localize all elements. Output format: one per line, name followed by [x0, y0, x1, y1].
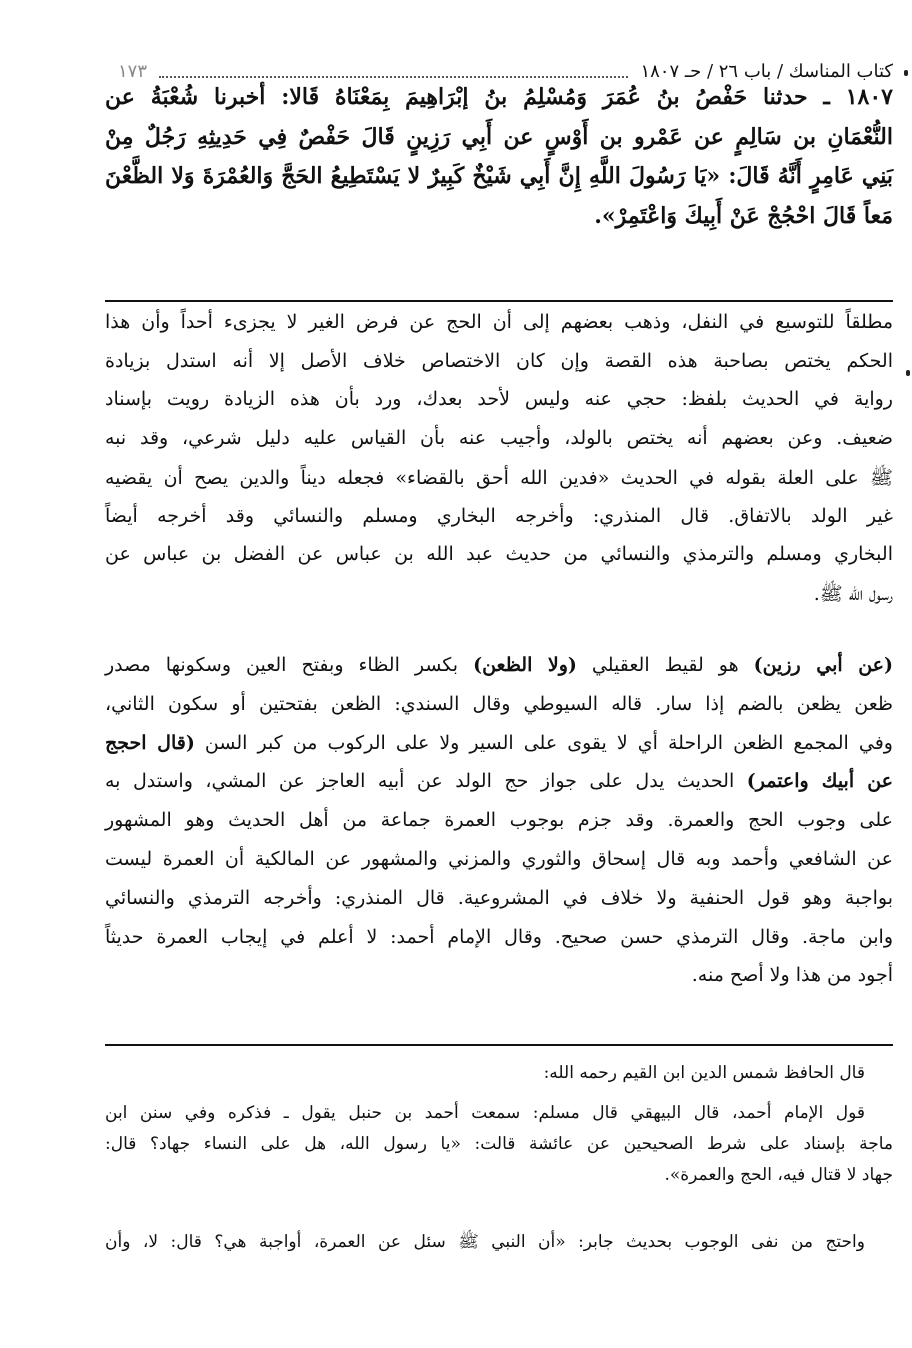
- bold-phrase: (ولا الظعن): [473, 654, 577, 676]
- commentary-line: [105, 427, 893, 449]
- text-run: وابن ماجة. وقال الترمذي حسن صحيح. وقال الإمام أحمد: لا أعلم في إيجاب العمرة حديثاً: [105, 925, 893, 948]
- bold-phrase: عن أبيك واعتمر): [746, 770, 893, 793]
- hadith-line: النُّعْمَانِ بن سَالِمٍ عن عَمْرو بن أَوْسٍ عن أَبِي رَزِينٍ قَالَ حَفْصٌ فِي حَدِيثِهِ رَجُلٌ مِنْ: [105, 123, 893, 150]
- text-run: الحكم يختص بصاحبة هذه القصة وإن كان الاختصاص خلاف الأصل إلا أنه استدل بزيادة: [105, 349, 893, 372]
- text-run: بواجبة وهو قول الحنفية ولا خلاف في المشروعية. قال المنذري: وأخرجه الترمذي والنسائي: [105, 886, 893, 909]
- hadith-line: ١٨٠٧ ـ حدثنا حَفْصُ بنُ عُمَرَ وَمُسْلِمُ بنُ إبْرَاهِيمَ بِمَعْنَاهُ قَالا: أخبرنا شُعْبَةُ عن: [105, 84, 893, 110]
- text-run: الحديث يدل على جواز حج الولد عن أبيه العاجز عن المشي، واستدل به: [105, 770, 747, 793]
- text-run: مطلقاً للتوسيع في النفل، وذهب بعضهم إلى أن الحج عن فرض الغير لا يجزىء أحداً وأن هذا: [105, 311, 893, 333]
- text-run: ظعن يظعن بالضم إذا سار. قاله السيوطي وقال السندي: الظعن بفتحتين أو سكون الثاني،: [105, 692, 893, 715]
- bold-phrase: (قال احجج: [105, 731, 195, 754]
- commentary-line: [105, 350, 893, 372]
- text-run: وفي المجمع الظعن الراحلة أي لا يقوى على السير ولا على الركوب من كبر السن: [194, 731, 893, 754]
- hadith-line: بَنِي عَامِرٍ أَنَّهُ قَالَ: «يَا رَسُولَ اللَّهِ إِنَّ أَبِي شَيْخٌ كَبِيرٌ لا يَسْتَطِيعُ الحَجَّ وَالعُمْرَةَ وَلا الظَّعْنَ: [105, 163, 893, 189]
- text-run: هو لقيط العقيلي: [576, 654, 754, 676]
- commentary-line: [105, 732, 893, 754]
- text-run: عن الشافعي وأحمد وبه قال إسحاق والثوري والمزني والمشهور عن المالكية أن العمرة ليست: [105, 848, 893, 870]
- running-title: كتاب المناسك / باب ٢٦ / حـ ١٨٠٧: [640, 60, 893, 82]
- commentary-line: [105, 809, 893, 831]
- divider-rule: [105, 1044, 893, 1046]
- bold-phrase: (عن أبي رزين): [753, 654, 894, 676]
- hadith-line: مَعاً قَالَ احْجُجْ عَنْ أَبِيكَ وَاعْتَمِرْ».: [594, 202, 893, 229]
- text-run: رسول الله ﷺ.: [813, 582, 893, 605]
- commentary-line: [105, 582, 893, 610]
- footnote-line: واحتج من نفى الوجوب بحديث جابر: «أن النبي ﷺ سئل عن العمرة، أواجبة هي؟ قال: لا، وأن: [105, 1232, 865, 1252]
- commentary-line: [105, 311, 893, 333]
- scan-speck: [906, 370, 910, 376]
- commentary-line: [105, 964, 893, 986]
- commentary-line: [105, 466, 893, 494]
- commentary-line: [105, 770, 893, 792]
- commentary-line: [105, 848, 893, 870]
- commentary-line: [105, 693, 893, 715]
- text-run: ضعيف. وعن بعضهم أنه يختص بالولد، وأجيب عنه بأن القياس عليه دليل شرعي، وقد نبه: [105, 427, 893, 450]
- text-run: ﷺ على العلة بقوله في الحديث «فدين الله أحق بالقضاء» فجعله ديناً والدين يصح أن يقضيه: [105, 466, 893, 489]
- commentary-line: [105, 543, 893, 565]
- text-run: رواية في الحديث بلفظ: حجي عنه وليس لأحد بعدك، ورد بأن هذه الزيادة رويت بإسناد: [105, 388, 893, 411]
- footnote-line: جهاد لا قتال فيه، الحج والعمرة».: [664, 1165, 893, 1185]
- running-header: [118, 58, 893, 84]
- text-run: غير الولد بالاتفاق. قال المنذري: وأخرجه البخاري ومسلم والنسائي وقد أخرجه أيضاً: [105, 504, 893, 527]
- commentary-line: [105, 926, 893, 948]
- commentary-line: [105, 388, 893, 410]
- text-run: أجود من هذا ولا أصح منه.: [691, 964, 893, 987]
- scan-speck: [904, 70, 908, 76]
- divider-rule: [105, 300, 893, 302]
- page-number: ١٧٣: [118, 60, 148, 82]
- text-run: البخاري ومسلم والترمذي والنسائي من حديث عبد الله بن عباس عن الفضل بن عباس عن: [105, 543, 893, 566]
- text-run: بكسر الظاء وبفتح العين وسكونها مصدر: [105, 654, 474, 676]
- leader-dots: [159, 64, 628, 78]
- footnote-line: قال الحافظ شمس الدين ابن القيم رحمه الله:: [543, 1063, 865, 1083]
- commentary-line: [105, 654, 893, 676]
- footnote-line: قول الإمام أحمد، قال البيهقي قال مسلم: سمعت أحمد بن حنبل يقول ـ فذكره وفي سنن ابن: [105, 1103, 865, 1123]
- commentary-line: [105, 505, 893, 527]
- footnote-line: ماجة بإسناد على شرط الصحيحين عن عائشة قالت: «يا رسول الله، هل على النساء جهاد؟ قال:: [105, 1134, 893, 1154]
- commentary-line: [105, 887, 893, 909]
- text-run: على وجوب الحج والعمرة. وقد جزم بوجوب العمرة جماعة من أهل الحديث وهو المشهور: [105, 809, 893, 832]
